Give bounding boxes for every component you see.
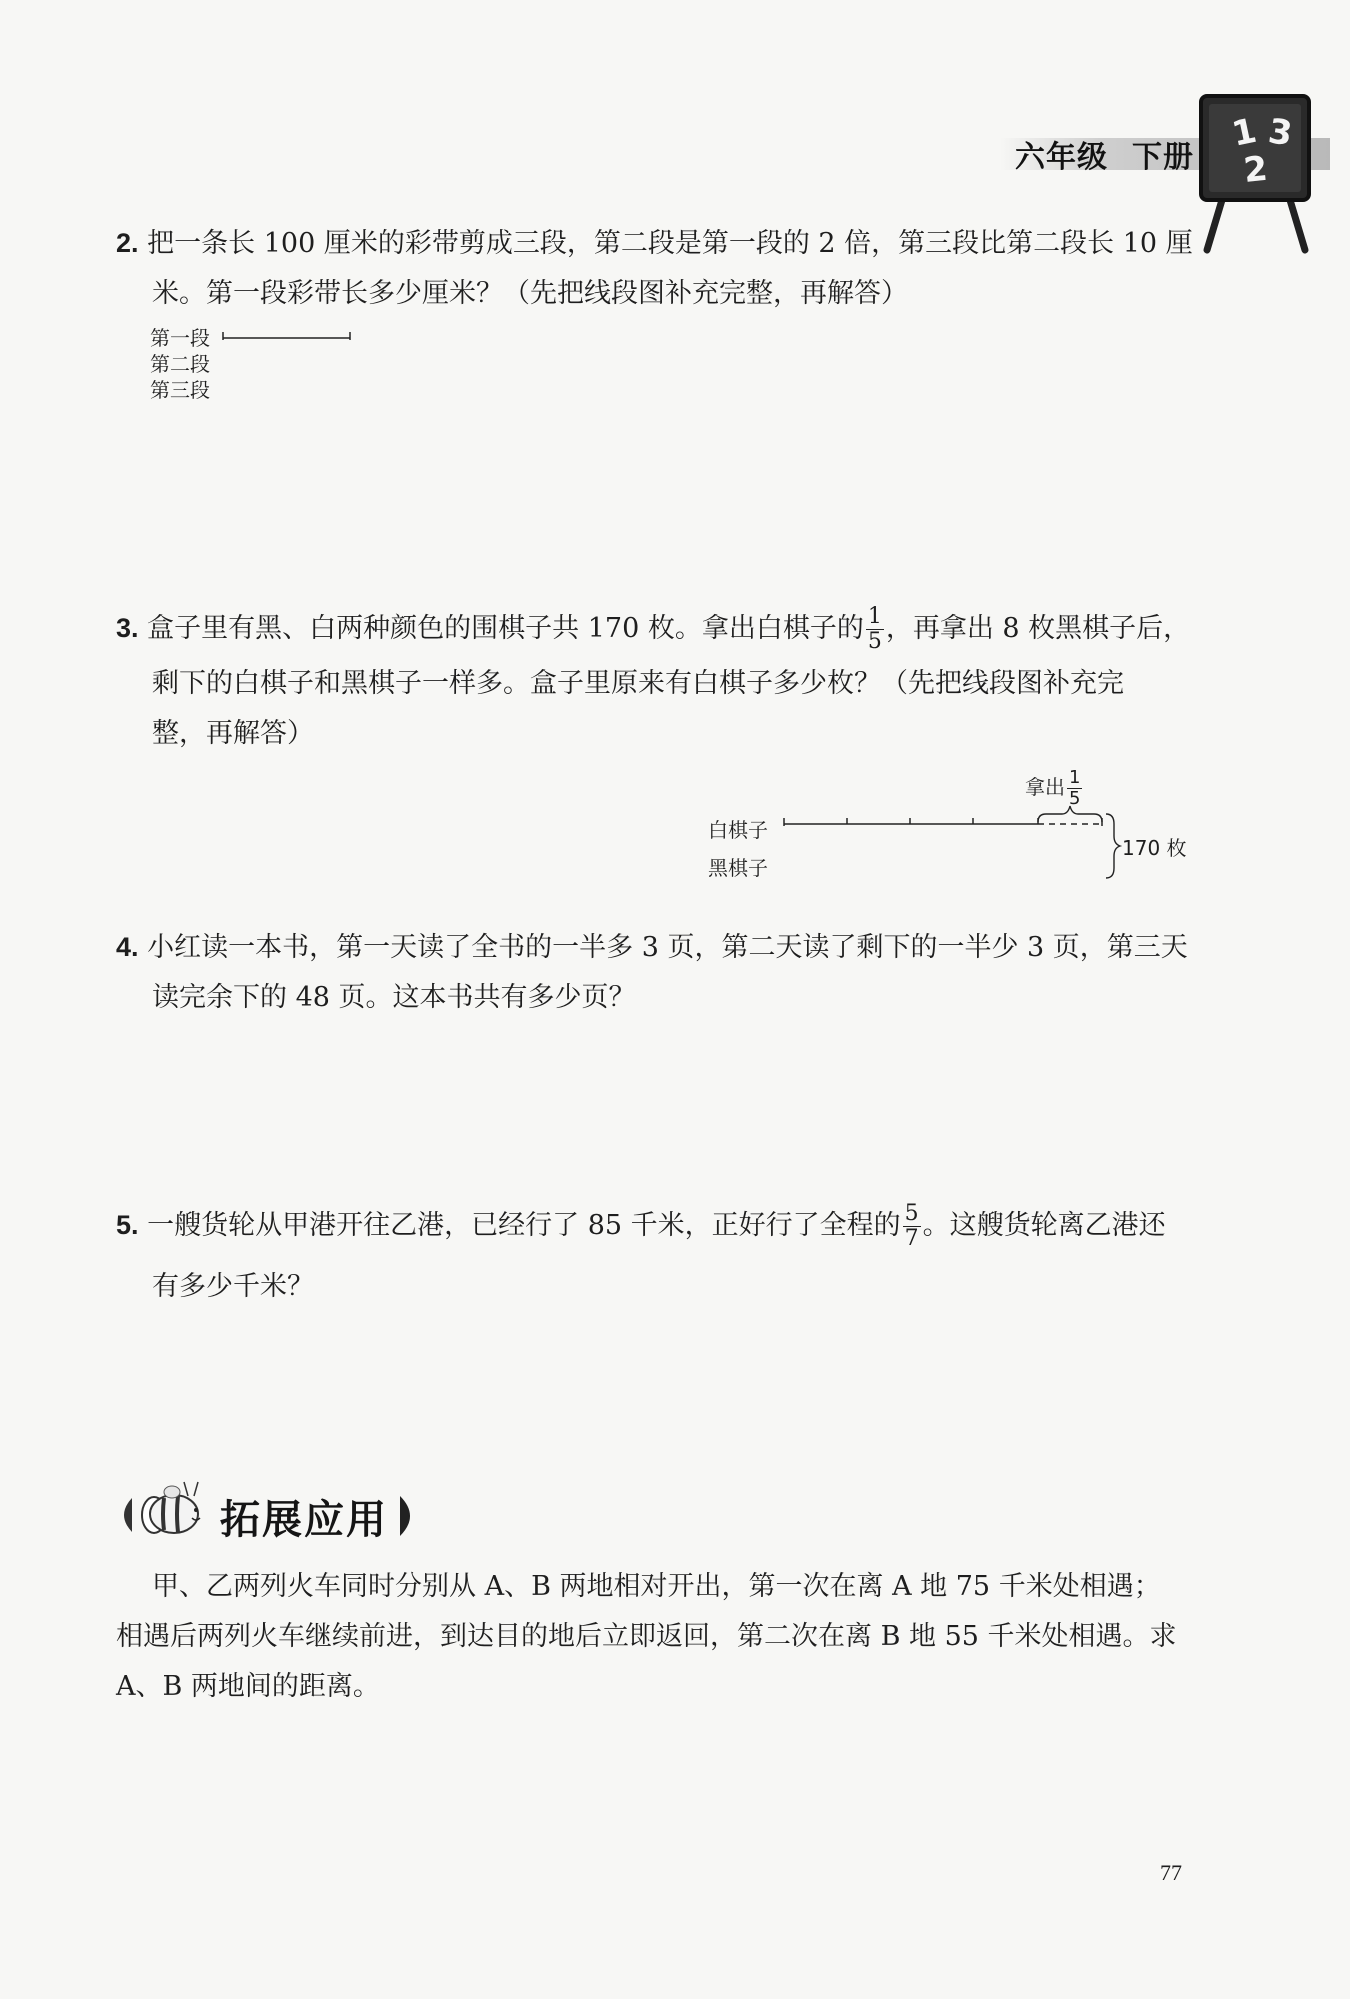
question-number: 4. [116,932,139,962]
question-number: 5. [116,1210,139,1240]
question-2 [116,218,1216,319]
extension-title: 拓展应用 [220,1497,388,1543]
board-number-3: 3 [1265,111,1295,155]
question-number: 2. [116,228,139,258]
page-number: 77 [1160,1860,1182,1885]
title-end-cap [398,1494,422,1538]
question-text: 把一条长 100 厘米的彩带剪成三段，第二段是第一段的 2 倍，第三段比第二段长 10 厘 [147,228,1193,259]
question-text-line2: 米。第一段彩带长多少厘米？（先把线段图补充完整，再解答） [152,278,908,309]
take-out-label: 拿出 $\frac{1}{5}$ [1025,767,1081,809]
segment-line-first [220,330,360,350]
segment-labels [150,325,210,403]
segment-label-1: 第一段 [150,326,210,350]
board-number-2: 2 [1241,148,1270,191]
question-4: 4. 小红读一本书，第一天读了全书的一半多 3 页，第二天读了剩下的一半少 3 页，第三天 读完余下的 48 页。这本书共有多少页？ [116,932,1188,1013]
board-number-1: 1 [1228,110,1261,155]
black-stones-label: 黑棋子 [708,856,768,880]
grade-label: 六年级 下册 [1015,140,1194,175]
fraction-five-sevenths: $\frac{5}{7}$ [904,1201,919,1251]
total-label: 170 枚 [1122,836,1187,860]
segment-label-2: 第二段 [150,352,210,376]
fraction-one-fifth: $\frac{1}{5}$ [867,604,882,654]
bee-icon [112,1480,220,1550]
extension-problem: 甲、乙两列火车同时分别从 A、B 两地相对开出，第一次在离 A 地 75 千米处相遇； 相遇后两列火车继续前进，到达目的地后立即返回，第二次在离 B 地 55 千米处相遇。求 A、B 两地间的距离。 [116,1571,1177,1702]
stones-line-diagram [780,800,1125,880]
question-3: 3. 盒子里有黑、白两种颜色的围棋子共 170 枚。拿出白棋子的 $\frac{1}{5}$ ，再拿出 8 枚黑棋子后， 剩下的白棋子和黑棋子一样多。盒子里原来有白棋子多少枚？（先把线段图补充完 整，再解答） [116,604,1191,749]
question-number: 3. [116,613,139,643]
question-5: 5. 一艘货轮从甲港开往乙港，已经行了 85 千米，正好行了全程的 $\frac{5}{7}$ 。这艘货轮离乙港还 有多少千米？ [116,1201,1166,1302]
white-stones-label: 白棋子 [708,818,768,842]
segment-label-3: 第三段 [150,378,210,402]
